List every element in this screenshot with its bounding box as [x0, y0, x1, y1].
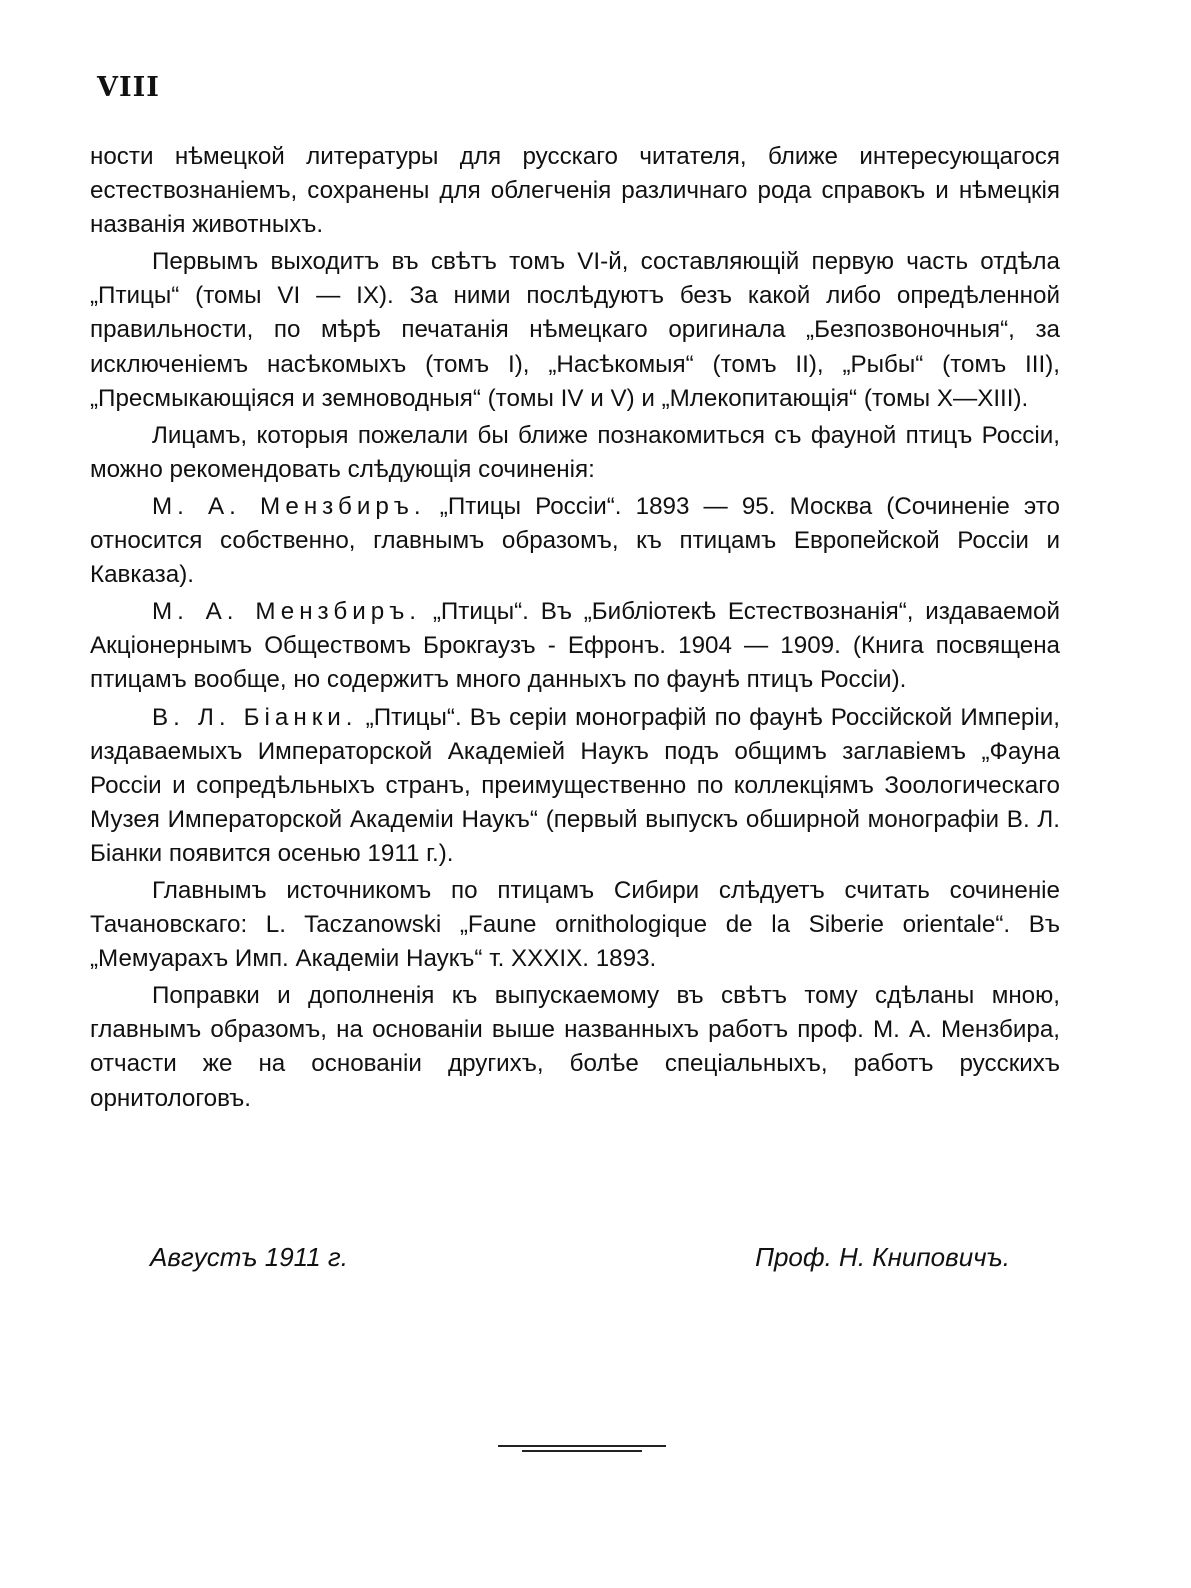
preface-text — [90, 140, 1060, 1119]
paragraph-text: ности нѣмецкой литературы для русскаго читателя, ближе интересующагося естествознаніемъ, сохранены для облегченія различнаго рода справокъ и нѣмецкія названія животныхъ. — [90, 143, 1060, 239]
paragraph-siberia — [90, 874, 1060, 976]
reference-menzbir-2 — [90, 595, 1060, 697]
reference-text: „Птицы“. Въ серіи монографій по фаунѣ Россійской Имперіи, издаваемыхъ Императорской Академіей Наукъ подъ общимъ заглавіемъ „Фауна Россіи и сопредѣльныхъ странъ, преимущественно по коллекціямъ Зоологическаго Музея Императорской Академіи Наукъ“ (первый выпускъ обширной монографіи В. Л. Біанки появится осенью 1911 г.). — [90, 703, 1060, 867]
paragraph-text: Лицамъ, которыя пожелали бы ближе познакомиться съ фауной птицъ Россіи, можно рекомендовать слѣдующія сочиненія: — [90, 421, 1060, 483]
reference-text: „Птицы“. Въ „Библіотекѣ Естествознанія“, издаваемой Акціонернымъ Обществомъ Брокгаузъ - Ефронъ. 1904 — 1909. (Книга посвящена птицамъ вообще, но содержитъ много данныхъ по фаунѣ птицъ Россіи). — [90, 598, 1060, 694]
end-rule — [498, 1445, 666, 1455]
end-rule-line — [522, 1450, 642, 1452]
paragraph-text: Главнымъ источникомъ по птицамъ Сибири слѣдуетъ считать сочиненіе Тачановскаго: L. Taczanowski „Faune ornithologique de la Siberie orientale“. Въ „Мемуарахъ Имп. Академіи Наукъ“ т. XXXIX. 1893. — [90, 876, 1060, 973]
paragraph-2 — [90, 245, 1060, 415]
reference-bianki — [90, 701, 1060, 871]
paragraph-3 — [90, 419, 1060, 487]
reference-menzbir-1 — [90, 490, 1060, 592]
signature-row — [150, 1242, 1010, 1273]
signature-date: Августъ 1911 г. — [150, 1242, 348, 1272]
reference-author: М. А. Мензбиръ. — [152, 492, 426, 520]
signature-author: Проф. Н. Книповичъ. — [755, 1242, 1010, 1272]
paragraph-text: Первымъ выходитъ въ свѣтъ томъ VI-й, составляющій первую часть отдѣла „Птицы“ (томы VI — IX). За ними послѣдуютъ безъ какой либо опредѣленной правильности, по мѣрѣ печатанія нѣмецкаго оригинала „Безпозвоночныя“, за исключеніемъ насѣкомыхъ (томъ I), „Насѣкомыя“ (томъ II), „Рыбы“ (томъ III), „Пресмыкающіяся и земноводныя“ (томы IV и V) и „Млекопитающія“ (томы X—XIII). — [90, 248, 1060, 412]
paragraph-1 — [90, 140, 1060, 242]
paragraph-corrections — [90, 979, 1060, 1115]
reference-author: В. Л. Біанки. — [152, 703, 358, 731]
page-number: VIII — [97, 72, 160, 103]
end-rule-line — [498, 1445, 666, 1447]
reference-text: „Птицы Россіи“. 1893 — 95. Москва (Сочиненіе это относится собственно, главнымъ образомъ, къ птицамъ Европейской Россіи и Кавказа). — [90, 492, 1060, 589]
paragraph-text: Поправки и дополненія къ выпускаемому въ свѣтъ тому сдѣланы мною, главнымъ образомъ, на основаніи выше названныхъ работъ проф. М. А. Мензбира, отчасти же на основаніи другихъ, болѣе спеціальныхъ, работъ русскихъ орнитологовъ. — [90, 982, 1060, 1112]
reference-author: М. А. Мензбиръ. — [152, 598, 422, 626]
